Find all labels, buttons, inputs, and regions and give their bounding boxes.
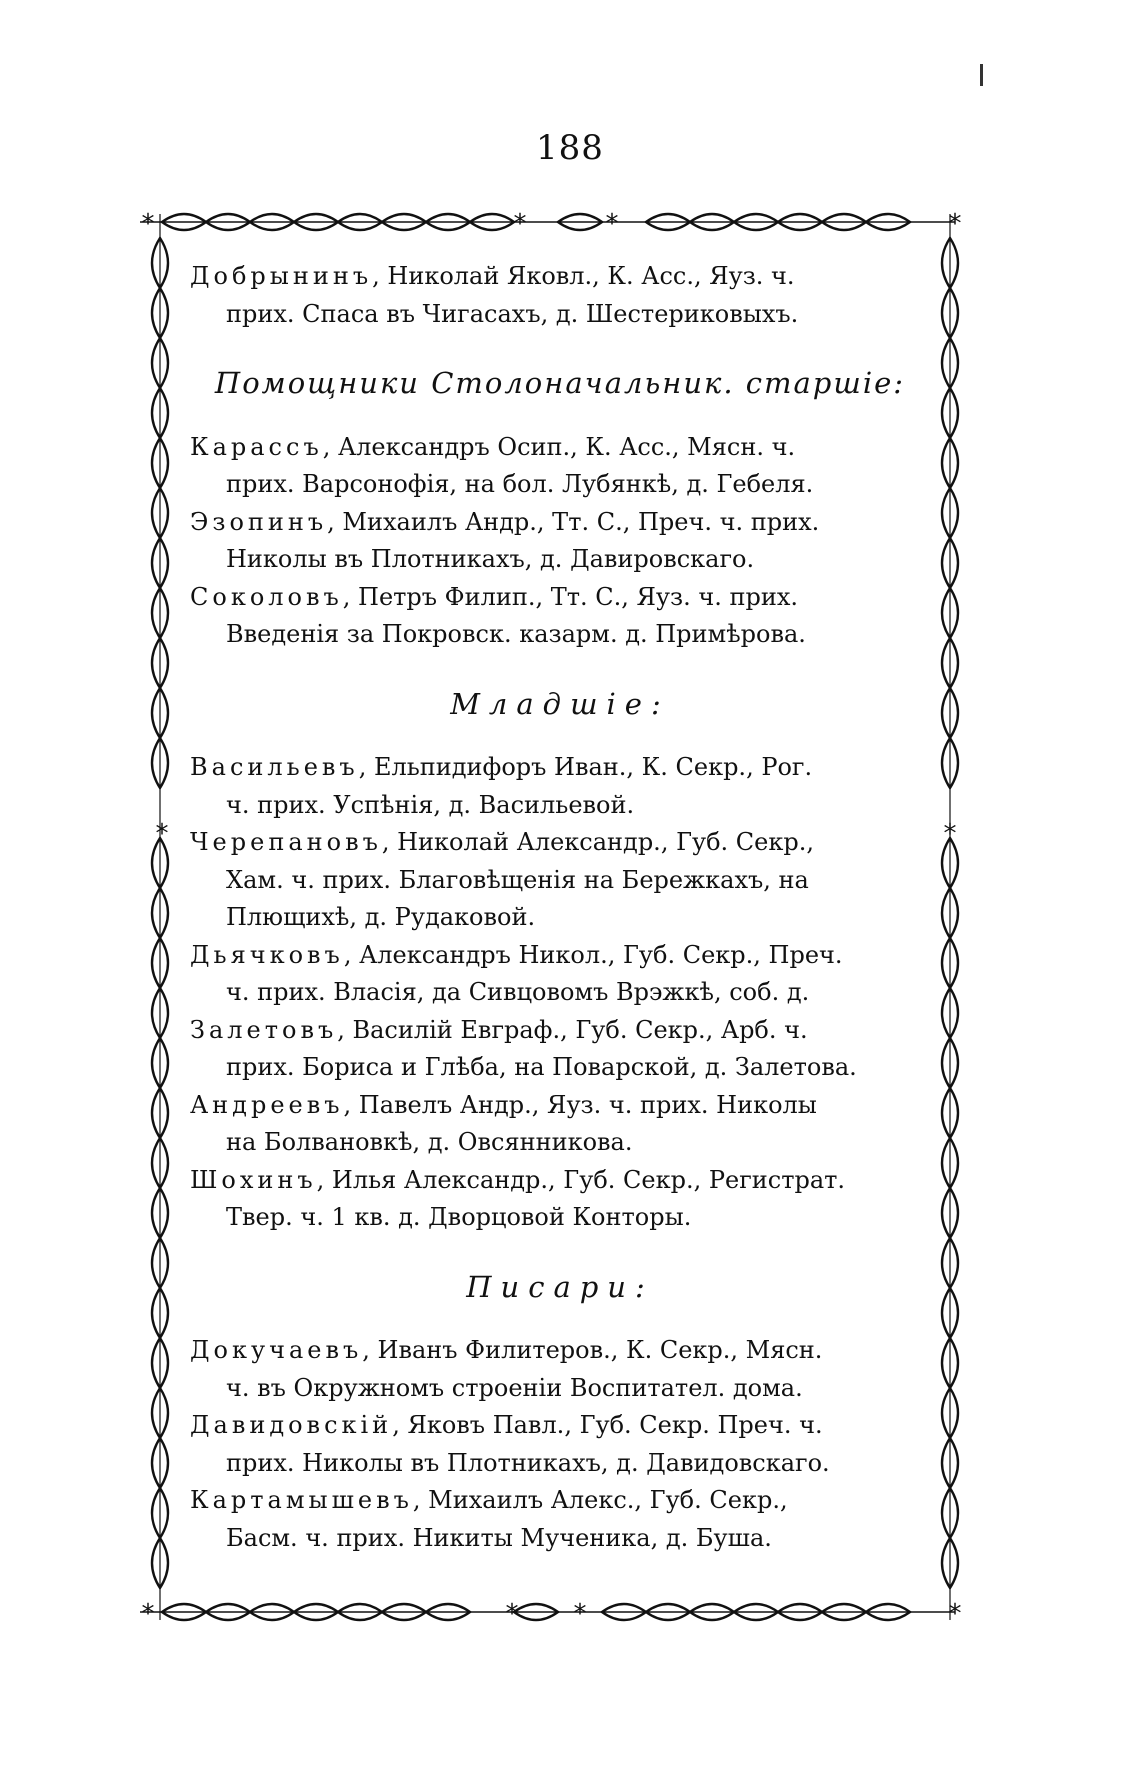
entry: Эзопинъ, Михаилъ Андр., Тт. С., Преч. ч. прих. Николы въ Плотникахъ, д. Давировскаго. xyxy=(190,507,820,573)
svg-text:*: * xyxy=(573,1599,587,1629)
section-heading: Помощники Столоначальник. старшіе: xyxy=(214,366,906,400)
svg-text:*: * xyxy=(605,209,619,239)
section-junior-assistants xyxy=(190,749,930,1237)
section-heading: Младшіе: xyxy=(450,686,670,721)
entry: Докучаевъ, Иванъ Филитеров., К. Секр., Мясн. ч. въ Окружномъ строеніи Воспитател. дома. xyxy=(190,1336,823,1402)
section-head-clerk xyxy=(190,258,930,333)
entry: Картамышевъ, Михаилъ Алекс., Губ. Секр., Басм. ч. прих. Никиты Мученика, д. Буша. xyxy=(190,1486,788,1552)
entry: Андреевъ, Павелъ Андр., Яуз. ч. прих. Николы на Болвановкѣ, д. Овсянникова. xyxy=(190,1090,817,1156)
entry: Дьячковъ, Александръ Никол., Губ. Секр., Преч. ч. прих. Власія, да Сивцовомъ Врэжкѣ, соб. д. xyxy=(190,940,843,1006)
entry: Залетовъ, Василій Евграф., Губ. Секр., Арб. ч. прих. Бориса и Глѣба, на Поварской, д. Залетова. xyxy=(190,1015,857,1081)
entry: Шохинъ, Илья Александр., Губ. Секр., Регистрат. Твер. ч. 1 кв. д. Дворцовой Конторы. xyxy=(190,1165,846,1231)
entry: Добрынинъ, Николай Яковл., К. Асс., Яуз. ч. прих. Спаса въ Чигасахъ, д. Шестериковыхъ. xyxy=(190,262,799,328)
entry: Васильевъ, Ельпидифоръ Иван., К. Секр., Рог. ч. прих. Успѣнія, д. Васильевой. xyxy=(190,753,813,819)
corner-star: * xyxy=(141,1599,155,1629)
svg-text:*: * xyxy=(155,819,169,849)
entry: Соколовъ, Петръ Филип., Тт. С., Яуз. ч. прих. Введенія за Покровск. казарм. д. Примѣрова. xyxy=(190,582,806,648)
document-body xyxy=(190,258,930,1558)
corner-star: * xyxy=(948,209,962,239)
corner-star: * xyxy=(141,209,155,239)
svg-text:*: * xyxy=(505,1599,519,1629)
entry: Карассъ, Александръ Осип., К. Асс., Мясн. ч. прих. Варсонофія, на бол. Лубянкѣ, д. Гебеля. xyxy=(190,432,814,498)
entry: Давидовскій, Яковъ Павл., Губ. Секр. Преч. ч. прих. Николы въ Плотникахъ, д. Давидовскаго. xyxy=(190,1411,830,1477)
entry: Черепановъ, Николай Александр., Губ. Секр., Хам. ч. прих. Благовѣщенія на Бережкахъ, на Плющихѣ, д. Рудаковой. xyxy=(190,828,814,931)
section-heading: Писари: xyxy=(466,1269,654,1304)
corner-star: * xyxy=(948,1599,962,1629)
svg-text:*: * xyxy=(513,209,527,239)
section-senior-assistants xyxy=(190,429,930,654)
section-clerks xyxy=(190,1332,930,1557)
svg-text:*: * xyxy=(943,819,957,849)
page-number: 188 xyxy=(536,128,604,168)
